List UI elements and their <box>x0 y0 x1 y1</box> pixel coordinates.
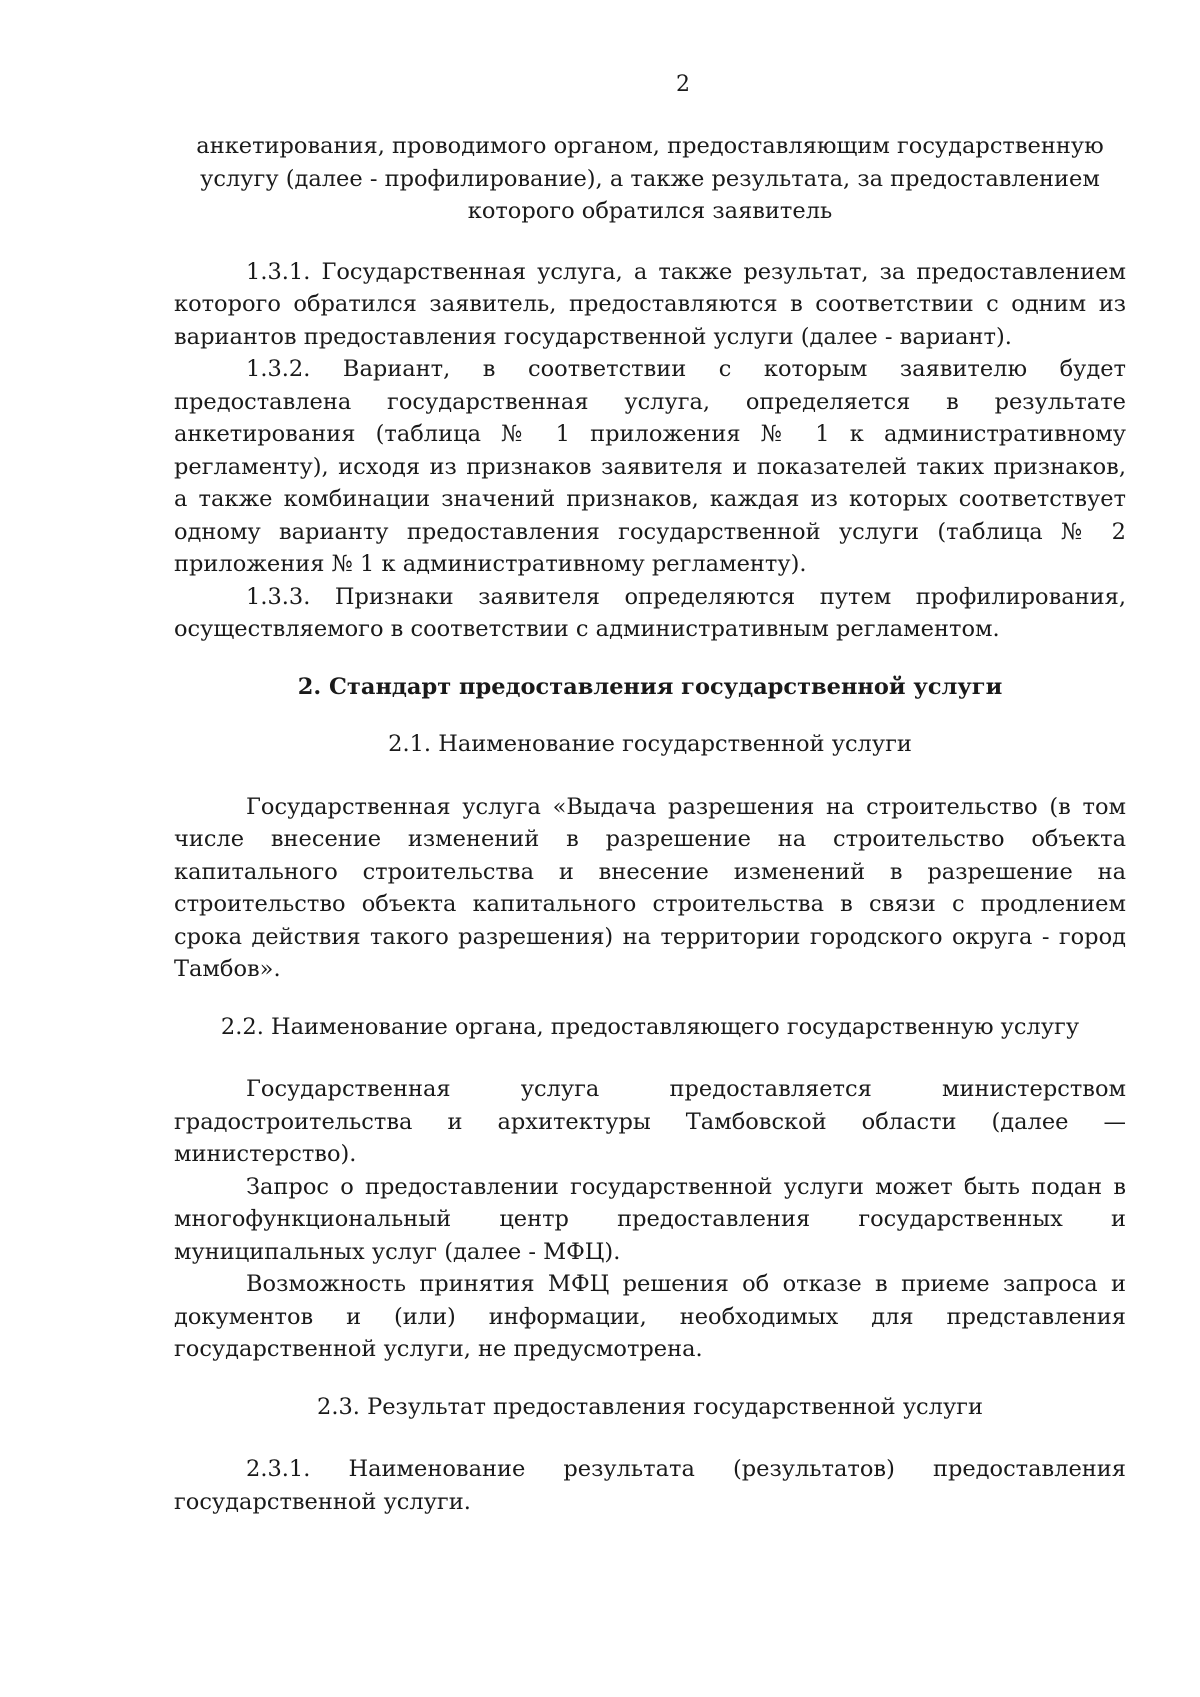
paragraph-1-3-3: 1.3.3. Признаки заявителя определяются путем профилирования, осуществляемого в соответствии с административным регламентом. <box>174 583 1126 642</box>
intro-heading <box>174 130 1126 228</box>
paragraph-2-3-1: 2.3.1. Наименование результата (результатов) предоставления государственной услуги. <box>174 1456 1126 1515</box>
paragraph-2-2-c: Возможность принятия МФЦ решения об отказе в приеме запроса и документов и (или) информации, необходимых для представления государственной услуги, не предусмотрена. <box>174 1271 1126 1362</box>
paragraph-2-2-b: Запрос о предоставлении государственной услуги может быть подан в многофункциональный центр предоставления государственных и муниципальных услуг (далее - МФЦ). <box>174 1173 1126 1265</box>
paragraph-2-1: Государственная услуга «Выдача разрешения на строительство (в том числе внесение изменений в разрешение на строительство объекта капитального строительства и внесение изменений в разрешение на строительство объекта капитального строительства в связи с продлением срока действия такого разрешения) на территории городского округа - город Тамбов». <box>174 793 1126 982</box>
intro-line: анкетирования, проводимого органом, предоставляющим государственную <box>196 133 1104 159</box>
intro-line: которого обратился заявитель <box>467 198 833 224</box>
document-body <box>174 130 1126 1518</box>
page-number: 2 <box>676 72 690 97</box>
paragraph-1-3-1: 1.3.1. Государственная услуга, а также результат, за предоставлением которого обратился заявитель, предоставляются в соответствии с одним из вариантов предоставления государственной услуги (далее - вариант). <box>174 258 1126 350</box>
paragraph-1-3-2: 1.3.2. Вариант, в соответствии с которым заявителю будет предоставлена государственная услуга, определяется в результате анкетирования (таблица № 1 приложения № 1 к административному регламенту), исходя из признаков заявителя и показателей таких признаков, а также комбинации значений признаков, каждая из которых соответствует одному варианту предоставления государственной услуги (таблица № 2 приложения № 1 к административному регламенту). <box>174 356 1126 577</box>
subsection-2-1-title: 2.1. Наименование государственной услуги <box>388 731 912 757</box>
section-2-title: 2. Стандарт предоставления государственной услуги <box>297 673 1003 700</box>
intro-line: услугу (далее - профилирование), а также результата, за предоставлением <box>200 165 1100 192</box>
subsection-2-3-title: 2.3. Результат предоставления государственной услуги <box>317 1393 983 1420</box>
subsection-2-2-title: 2.2. Наименование органа, предоставляющего государственную услугу <box>220 1013 1080 1040</box>
paragraph-2-2-a: Государственная услуга предоставляется министерством градостроительства и архитектуры Тамбовской области (далее — министерство). <box>174 1076 1126 1167</box>
